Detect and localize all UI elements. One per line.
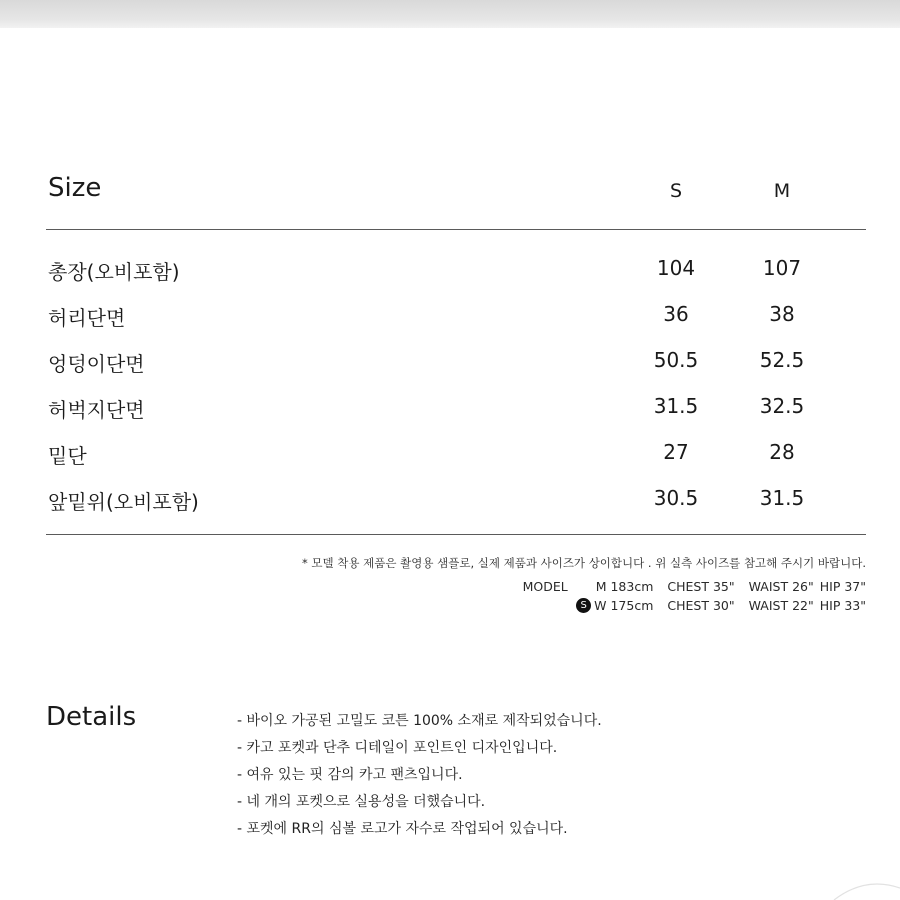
- details-item: - 바이오 가공된 고밀도 코튼 100% 소재로 제작되었습니다.: [237, 713, 602, 729]
- details-list: [237, 711, 602, 846]
- size-row-value-m: 52.5: [759, 348, 805, 372]
- size-row: [0, 348, 900, 382]
- model-info-row: [576, 598, 866, 613]
- details-item: - 여유 있는 핏 감의 카고 팬츠입니다.: [237, 767, 463, 783]
- size-column-s: S: [669, 180, 683, 202]
- size-row-value-s: 30.5: [653, 486, 699, 510]
- size-column-m: M: [773, 180, 791, 202]
- size-table-title: Size: [48, 173, 102, 203]
- model-hip: HIP 37": [819, 579, 866, 594]
- fit-note: * 모델 착용 제품은 촬영용 샘플로, 실제 제품과 사이즈가 상이합니다 . 위 실측 사이즈를 참고해 주시기 바랍니다.: [302, 556, 866, 570]
- size-row: [0, 440, 900, 474]
- model-hip: HIP 33": [819, 598, 866, 613]
- model-label: MODEL: [522, 579, 568, 594]
- size-row: [0, 302, 900, 336]
- size-row-value-m: 28: [769, 440, 795, 464]
- size-row-label: 총장(오비포함): [48, 260, 180, 284]
- details-item: - 카고 포켓과 단추 디테일이 포인트인 디자인입니다.: [237, 740, 558, 756]
- size-row-value-s: 27: [663, 440, 689, 464]
- size-row-value-m: 107: [762, 256, 802, 280]
- table-top-divider: [46, 229, 866, 230]
- details-item: - 네 개의 포켓으로 실용성을 더했습니다.: [237, 794, 486, 810]
- corner-decoration: [830, 880, 900, 900]
- size-row-value-m: 32.5: [759, 394, 805, 418]
- size-row: [0, 486, 900, 520]
- size-row: [0, 256, 900, 290]
- size-row-label: 허리단면: [48, 306, 126, 330]
- model-gender-height: W 175cm: [594, 598, 654, 613]
- size-row-value-s: 104: [656, 256, 696, 280]
- size-row-label: 앞밑위(오비포함): [48, 490, 199, 514]
- size-row-value-m: 38: [769, 302, 795, 326]
- top-image-strip: [0, 0, 900, 28]
- table-bottom-divider: [46, 534, 866, 535]
- model-waist: WAIST 26": [748, 579, 814, 594]
- model-chest: CHEST 30": [667, 598, 735, 613]
- model-chest: CHEST 35": [667, 579, 735, 594]
- size-row-label: 허벅지단면: [48, 398, 145, 422]
- size-row-label: 밑단: [48, 444, 87, 468]
- size-row-label: 엉덩이단면: [48, 352, 145, 376]
- model-gender-height: M 183cm: [595, 579, 654, 594]
- model-waist: WAIST 22": [748, 598, 814, 613]
- size-row-value-m: 31.5: [759, 486, 805, 510]
- details-title: Details: [46, 702, 137, 732]
- size-s-badge: S: [576, 598, 591, 613]
- model-info-row: [523, 579, 866, 594]
- size-row-value-s: 36: [663, 302, 689, 326]
- details-item: - 포켓에 RR의 심볼 로고가 자수로 작업되어 있습니다.: [237, 821, 568, 837]
- size-row-value-s: 50.5: [653, 348, 699, 372]
- size-row: [0, 394, 900, 428]
- size-row-value-s: 31.5: [653, 394, 699, 418]
